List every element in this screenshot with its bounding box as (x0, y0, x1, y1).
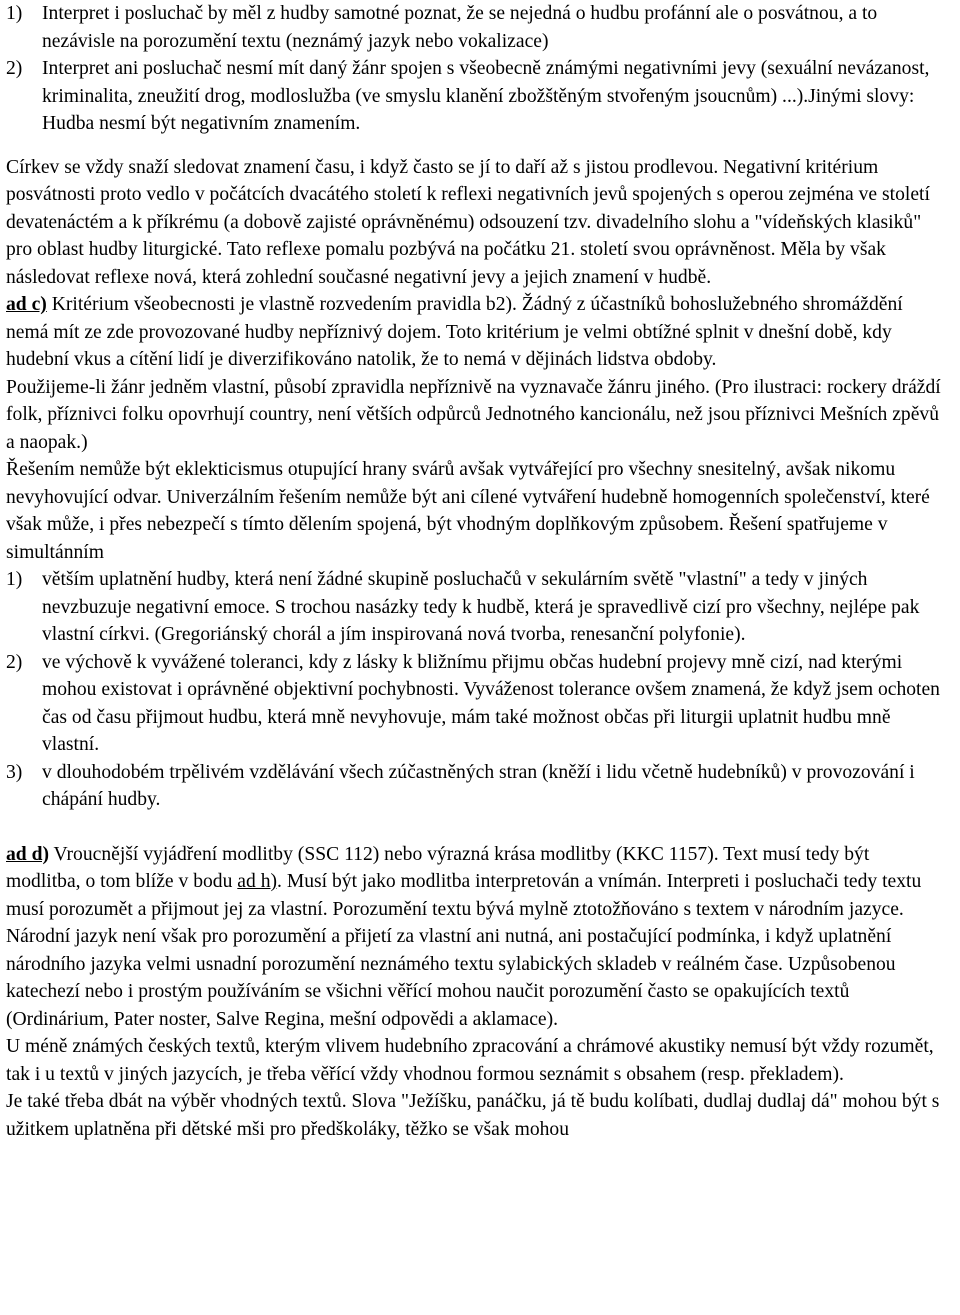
list-item (6, 649, 948, 759)
section-label-ad-c: ad c) (6, 294, 47, 315)
list-number: 1) (6, 569, 23, 590)
paragraph-genre: Použijeme-li žánr jedněm vlastní, působí zpravidla nepříznivě na vyznavače žánru jiného. (Pro ilustraci: rockery dráždí folk, příznivci folku opovrhují country, není větších odpůrců Jednotného kancionálu, než jsou příznivci Mešních zpěvů a naopak.) (6, 376, 941, 453)
paragraph-church: Církev se vždy snaží sledovat znamení času, i když často se jí to daří až s jistou prodlevou. Negativní kritérium posvátnosti proto vedlo v počátcích dvacátého století k reflexi negativních jevů spojených s operou zejména ve století devatenáctém a k příkrému (a dobově zajisté oprávněnému) odsouzení tzv. divadelního slohu a "vídeňských klasiků" pro oblast hudby liturgické. Tato reflexe pomalu pozbývá na počátku 21. století svou oprávněnost. Měla by však následovat reflexe nová, která zohlední současné negativní jevy a jejich znamení v hudbě. (6, 156, 930, 288)
list-text: v dlouhodobém trpělivém vzdělávání všech zúčastněných stran (kněží i lidu včetně hudebníků) v provozování i chápání hudby. (42, 761, 915, 810)
paragraph-text-choice: Je také třeba dbát na výběr vhodných textů. Slova "Ježíšku, panáčku, já tě budu kolíbati, dudlaj dudlaj dá" mohou být s užitkem uplatněna při dětské mši pro předškoláky, těžko se však mohou (6, 1091, 940, 1140)
reference-ad-h: ad h) (237, 871, 278, 892)
paragraph-ad-d (6, 841, 948, 1034)
section-label-ad-d: ad d) (6, 843, 50, 865)
list-text: Interpret i posluchač by měl z hudby samotné poznat, že se nejedná o hudbu profánní ale o posvátnou, a to nezávisle na porozumění textu (neznámý jazyk nebo vokalizace) (42, 3, 878, 52)
paragraph-ad-d-text-1: Vroucnější vyjádření modlitby (SSC 112) nebo výrazná krása modlitby (KKC 1157). Text musí tedy být modlitba, o tom blíže v bodu (6, 843, 870, 892)
list-item (6, 759, 948, 814)
list-number: 2) (6, 58, 23, 79)
list-number: 1) (6, 3, 23, 24)
list-text: Interpret ani posluchač nesmí mít daný žánr spojen s všeobecně známými negativními jevy (sexuální nevázanost, kriminalita, zneužití drog, modloslužba (ve smyslu klanění zbožštěným stvořeným jsoucnům) ...).Jinými slovy: Hudba nesmí být negativním znamením. (42, 58, 930, 134)
spacer (6, 814, 948, 841)
list-text: ve výchově k vyvážené toleranci, kdy z lásky k bližnímu přijmu občas hudební projevy mně cizí, nad kterými mohou existovat i oprávněné objektivní pochybnosti. Vyváženost tolerance ovšem znamená, že když jsem ochoten čas od času přijmout hudbu, která mně nevyhovuje, mám také možnost občas při liturgii uplatnit hudbu mně vlastní. (42, 651, 940, 755)
paragraph-solution: Řešením nemůže být eklekticismus otupující hrany svárů avšak vytvářející pro všechny snesitelný, avšak nikomu nevyhovující odvar. Univerzálním řešením nemůže být ani cílené vytváření hudebně homogenních společenství, které však může, i přes nebezpečí s tímto dělením spojená, být vhodným doplňkovým způsobem. Řešení spatřujeme v simultánním (6, 459, 930, 563)
paragraph-czech-texts: U méně známých českých textů, kterým vlivem hudebního zpracování a chrámové akustiky nemusí být vždy rozumět, tak i u textů v jiných jazycích, je třeba věřící vždy vhodnou formou seznámit s obsahem (resp. překladem). (6, 1036, 934, 1085)
paragraph-ad-d-text-2: . Musí být jako modlitba interpretován a vnímán. Interpreti i posluchači tedy textu musí porozumět a přijmout jej za vlastní. Porozumění textu bývá mylně ztotožňováno s textem v národním jazyce. Národní jazyk není však pro porozumění a přijetí za vlastní ani nutná, ani postačující podmínka, i když uplatnění národního jazyka velmi usnadní porozumění neznámého textu sylabických skladeb v reálném čase. Uzpůsobenou katechezí nebo i prostým používáním se všichni věřící mohou naučit porozumění často se opakujících textů (Ordinárium, Pater noster, Salve Regina, mešní odpovědi a aklamace). (6, 871, 922, 1030)
paragraph-ad-c-text: Kritérium všeobecnosti je vlastně rozvedením pravidla b2). Žádný z účastníků bohoslužebného shromáždění nemá mít ze zde provozované hudby nepříznivý dojem. Toto kritérium je velmi obtížné splnit v dnešní době, kdy hudební vkus a cítění lidí je diverzifikováno natolik, že to nemá v dějinách lidstva obdoby. (6, 294, 903, 370)
list-item (6, 55, 948, 138)
list-number: 2) (6, 651, 23, 673)
list-item (6, 0, 948, 55)
list-text: větším uplatnění hudby, která není žádné skupině posluchačů v sekulárním světě "vlastní" a tedy v jiných nevzbuzuje negativní emoce. S trochou nasázky tedy k hudbě, která je spravedlivě cizí pro všechny, nejlépe pak vlastní církvi. (Gregoriánský chorál a jím inspirovaná nová tvorba, renesanční polyfonie). (42, 569, 920, 645)
spacer (6, 138, 948, 154)
list-number: 3) (6, 761, 23, 783)
paragraph-ad-c (6, 291, 948, 374)
list-item (6, 566, 948, 649)
